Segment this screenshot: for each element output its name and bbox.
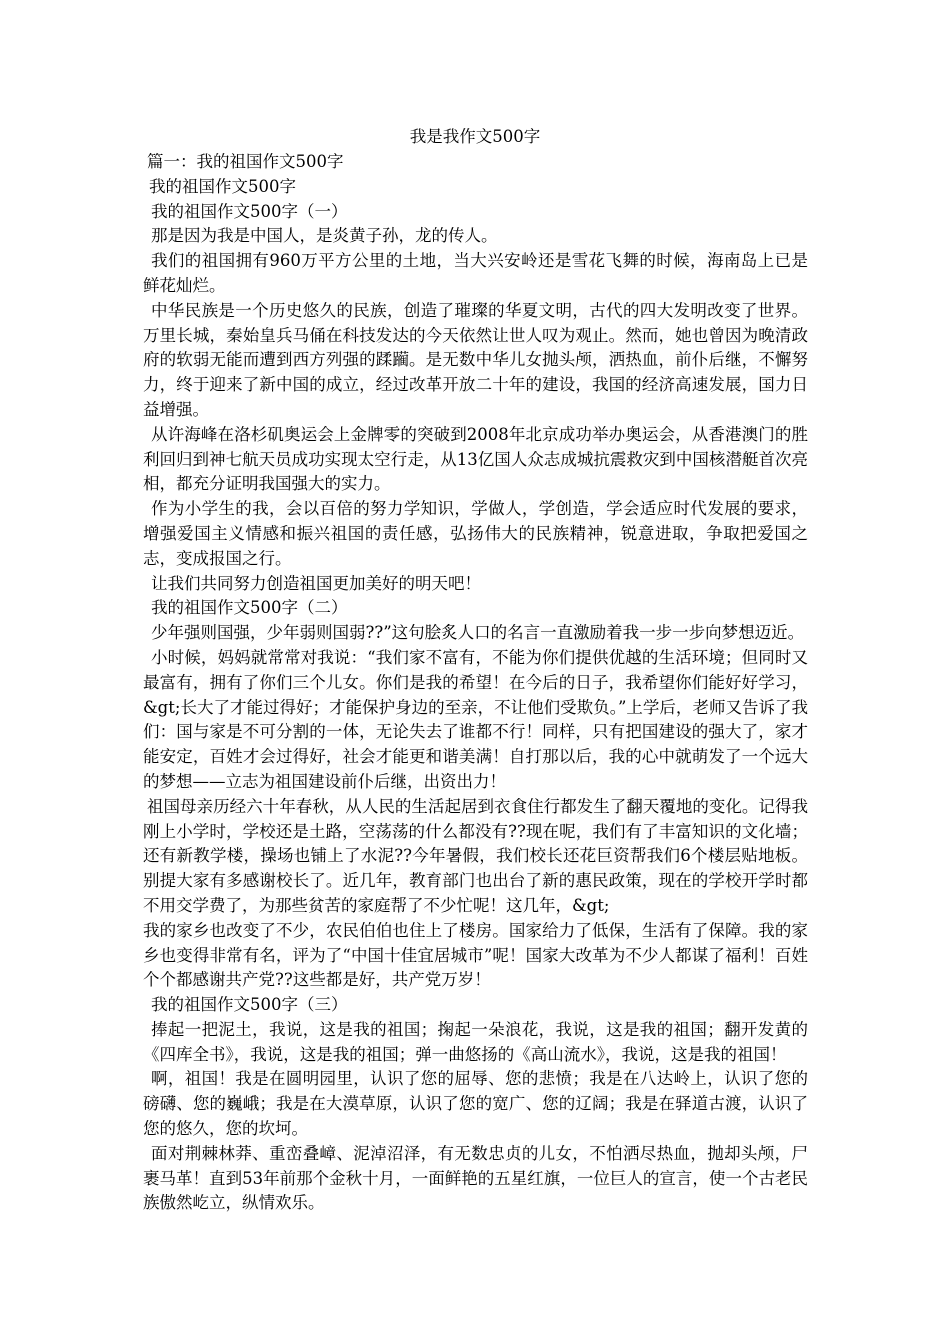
paragraph: 小时候，妈妈就常常对我说：“我们家不富有，不能为你们提供优越的生活环境；但同时又最富有，拥有了你们三个儿女。你们是我的希望！在今后的日子，我希望你们能好好学习，&gt;长大了才能过得好；才能保护身边的至亲，不让他们受欺负。”上学后，老师又告诉了我们：国与家是不可分割的一体，无论失去了谁都不行！同样，只有把国建设的强大了，家才能安定，百姓才会过得好，社会才能更和谐美满！自打那以后，我的心中就萌发了一个远大的梦想——立志为祖国建设前仆后继，出资出力！ [143,647,808,791]
document-title: 我是我作文500字 [409,127,541,146]
paragraph: 面对荆棘林莽、重峦叠嶂、泥淖沼泽，有无数忠贞的儿女，不怕洒尽热血，抛却头颅，尸裹马革！直到53年前那个金秋十月，一面鲜艳的五星红旗，一位巨人的宣言，使一个古老民族傲然屹立，纵情欢乐。 [143,1143,808,1213]
paragraph: 从许海峰在洛杉矶奥运会上金牌零的突破到2008年北京成功举办奥运会，从香港澳门的胜利回归到神七航天员成功实现太空行走，从13亿国人众志成城抗震救灾到中国核潜艇首次亮相，都充分证明我国强大的实力。 [143,424,808,494]
essay-heading: 我的祖国作文500字（三） [151,995,348,1015]
paragraph: 啊，祖国！我是在圆明园里，认识了您的屈辱、您的悲愤；我是在八达岭上，认识了您的磅礴、您的巍峨；我是在大漠草原，认识了您的宽广、您的辽阔；我是在驿道古渡，认识了您的悠久，您的坎坷。 [143,1069,808,1139]
paragraph: 祖国母亲历经六十年春秋，从人民的生活起居到衣食住行都发生了翻天覆地的变化。记得我刚上小学时，学校还是土路，空荡荡的什么都没有??现在呢，我们有了丰富知识的文化墙；还有新教学楼，操场也铺上了水泥??今年暑假，我们校长还花巨资帮我们6个楼层贴地板。别提大家有多感谢校长了。近几年，教育部门也出台了新的惠民政策，现在的学校开学时都不用交学费了，为那些贫苦的家庭帮了不少忙呢！这几年，&gt; [143,796,808,915]
document-body [143,150,808,1216]
section-subheading: 我的祖国作文500字 [149,176,296,196]
paragraph: 让我们共同努力创造祖国更加美好的明天吧！ [151,573,481,593]
paragraph: 捧起一把泥土，我说，这是我的祖国；掬起一朵浪花，我说，这是我的祖国；翻开发黄的《四库全书》，我说，这是我的祖国；弹一曲悠扬的《高山流水》，我说，这是我的祖国！ [143,1019,808,1064]
section-heading: 篇一：我的祖国作文500字 [147,152,344,171]
paragraph: 作为小学生的我，会以百倍的努力学知识，学做人，学创造，学会适应时代发展的要求，增强爱国主义情感和振兴祖国的责任感，弘扬伟大的民族精神，锐意进取，争取把爱国之志，变成报国之行。 [143,499,808,568]
paragraph: 那是因为我是中国人，是炎黄子孙，龙的传人。 [151,226,498,246]
paragraph: 少年强则国强，少年弱则国弱??”这句脍炙人口的名言一直激励着我一步一步向梦想迈近。 [151,623,805,643]
essay-heading: 我的祖国作文500字（一） [151,201,348,221]
paragraph: 我们的祖国拥有960万平方公里的土地，当大兴安岭还是雪花飞舞的时候，海南岛上已是鲜花灿烂。 [143,251,808,295]
paragraph: 中华民族是一个历史悠久的民族，创造了璀璨的华夏文明，古代的四大发明改变了世界。万里长城，秦始皇兵马俑在科技发达的今天依然让世人叹为观止。然而，她也曾因为晚清政府的软弱无能而遭到西方列强的蹂躏。是无数中华儿女抛头颅，洒热血，前仆后继，不懈努力，终于迎来了新中国的成立，经过改革开放二十年的建设，我国的经济高速发展，国力日益增强。 [143,300,808,419]
paragraph: 我的家乡也改变了不少，农民伯伯也住上了楼房。国家给力了低保，生活有了保障。我的家乡也变得非常有名，评为了“中国十佳宜居城市”呢！国家大改革为不少人都谋了福利！百姓个个都感谢共产党??这些都是好，共产党万岁！ [143,920,808,990]
essay-heading: 我的祖国作文500字（二） [151,598,348,618]
